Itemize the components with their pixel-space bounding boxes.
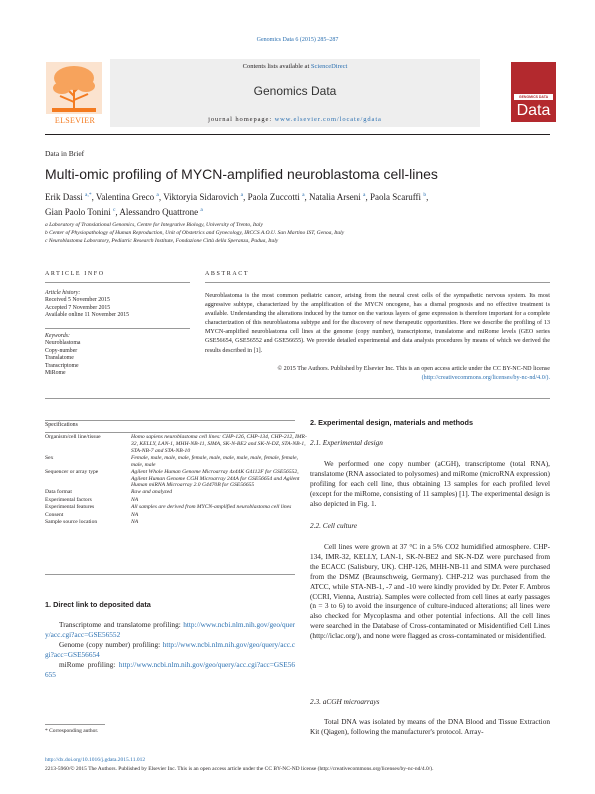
subsection-2-2-heading: 2.2. Cell culture [310,521,358,530]
journal-name: Genomics Data [253,84,337,98]
spec-head-rule [45,432,295,433]
deposit-transcriptome [45,620,295,640]
spec-row [45,511,313,518]
cover-label: GENOMICS DATA [518,95,549,99]
section-2-heading: 2. Experimental design, materials and methods [310,418,474,427]
author-name: Valentina Greco $^a$ [95,192,159,202]
subsection-2-3-heading: 2.3. aCGH microarrays [310,697,380,706]
spec-row [45,455,313,469]
footer-license: 2213-5960/© 2015 The Authors. Published by Elsevier Inc. This is an open access article under the CC BY-NC-ND license (http://creativecommons.org/licenses/by-nc-nd/4.0/). [45,766,434,772]
subsection-2-2-text: Cell lines were grown at 37 °C in a 5% CO2 humidified atmosphere. CHP-134, IMR-32, KELLY, LAN-1, SK-N-BE2 and SK-N-DZ were purchased from the ECACC (Salisbury, UK). CHP-126, MHH-NB-11 and SIMA were purchased from the DSMZ (Braunschweig, Germany). CHP-212 was purchased from the ATCC, while STA-NB-1, -7 and -10 were kindly provided by Dr. Peter F. Ambros (CCRI, Vienna, Austria). Samples were collected from cell lines at early passages (n = 3 to 6) to avoid the insurgence of culture-induced alterations; all lines were also checked for Mycoplasma and other potential infections. All the cell lines were searched in the Database of Cross-contaminated or Misidentified Cell Lines (http://iclac.org/), and none were flagged as cross-contaminated or misidentified. [310,542,550,641]
deposit-mirome [45,660,295,680]
spec-row [45,469,313,490]
spec-top-rule [45,420,295,421]
spec-row [45,489,313,496]
contents-line [110,63,480,70]
spec-key: Sequencer or array type [45,468,99,475]
author-name: Paola Scaruffi $^b$ [369,192,427,202]
homepage-prefix: journal homepage: [208,116,275,123]
author-line-2: Gian Paolo Tonini $^c$, Alessandro Quattrone $^a$ [45,207,203,217]
spec-value: Homo sapiens neuroblastoma cell lines: CHP-126, CHP-134, CHP-212, IMR-32, KELLY, LAN-1, MHH-NB-11, SIMA, SK-N-BE2 and SK-N-DZ, STA-NB-1, STA-NB-7 and STA-NB-10 [131,434,307,454]
spec-key: Organism/cell line/tissue [45,434,101,441]
spec-key: Experimental factors [45,496,92,503]
spec-value: All samples are derived from MYCN-amplified neuroblastoma cell lines [131,504,292,511]
homepage-link[interactable]: www.elsevier.com/locate/gdata [274,116,382,123]
license-text: © 2015 The Authors. Published by Elsevier Inc. This is an open access article under the CC BY-NC-ND license [277,366,550,372]
journal-homepage [110,116,480,123]
history-accepted: Accepted 7 November 2015 [45,304,111,311]
spec-key: Consent [45,511,64,518]
deposit-label: miRome profiling: [59,659,119,669]
abstract-rule [205,282,550,283]
spec-key: Sex [45,454,54,461]
footnote-rule [45,724,105,725]
header-rule [45,134,550,135]
abstract-license [205,365,550,383]
deposited-links [45,620,295,679]
author-list [45,189,550,219]
spec-row [45,519,313,526]
author-name: Alessandro Quattrone $^a$ [119,207,203,217]
author-affiliation-mark[interactable]: a,* [85,192,92,198]
deposit-label: Genome (copy number) profiling: [59,639,163,649]
license-link[interactable]: (http://creativecommons.org/licenses/by-nc-nd/4.0/). [421,375,550,382]
spec-row [45,496,313,503]
author-affiliation-mark[interactable]: b [423,192,427,198]
spec-bottom-rule [45,574,295,575]
deposit-link[interactable]: http://www.ncbi.nlm.nih.gov/geo/query/acc.cgi?acc=GSE56655 [45,659,295,679]
spec-row [45,434,313,455]
author-name: Paola Zuccotti $^a$ [247,192,305,202]
abstract-bottom-rule [45,398,550,399]
article-history [45,290,129,320]
author-name: Erik Dassi $^{a,*}$ [45,192,92,202]
section-1-heading: 1. Direct link to deposited data [45,600,151,609]
history-received: Received 5 November 2015 [45,297,110,304]
affiliation-c: c Neuroblastoma Laboratory, Pediatric Research Institute, Fondazione Città della Speranza, Padua, Italy [45,238,279,244]
author-name: Natalia Arseni $^a$ [309,192,366,202]
article-title: Multi-omic profiling of MYCN-amplified neuroblastoma cell-lines [45,166,438,182]
keywords-rule [45,328,190,329]
keywords-label: Keywords: [45,333,70,339]
author-affiliation-mark[interactable]: a [302,192,305,198]
subsection-2-3-text: Total DNA was isolated by means of the DNA Blood and Tissue Extraction Kit (Qiagen), following the manufacturer's protocol. Array- [310,717,550,736]
abstract-heading: ABSTRACT [205,271,250,277]
spec-key: Experimental features [45,504,95,511]
sciencedirect-link[interactable]: ScienceDirect [310,63,348,70]
keywords [45,333,80,377]
spec-value: Agilent Whole Human Genome Microarray 4x44K G4112F for GSE56552, Agilent Human Genome CGH Microarray 244A for GSE56654 and Agilent Human miRNA Microarray 2.0 G4470B for GSE56655 [131,468,300,489]
keyword: Translatome [45,355,74,362]
contents-prefix: Contents lists available at [242,63,311,70]
spec-row [45,504,313,511]
specifications-table [45,434,313,526]
keyword: Copy-number [45,347,78,354]
article-info-rule [45,282,190,283]
article-type: Data in Brief [45,149,85,158]
abstract-text: Neuroblastoma is the most common pediatric cancer, arising from the neural crest cells of the sympathetic nervous system. Its most aggressive subtype, characterized by the amplification of the MYCN oncogene, has a dismal prognosis and no effective treatment is available. Understanding the alterations induced by the tumor on the various layers of gene expression is therefore important for a complete characterization of this neuroblastoma subtype and for the discovery of new therapeutic opportunities. Here we describe the profiling of 13 MYCN-amplified neuroblastoma cell lines at the genome (copy number), transcriptome, translatome and miRome levels (GEO series GSE56654, GSE56552 and GSE56655). We provide detailed experimental and data analysis procedures by means of which we derived the results described in [1]. [205,293,550,354]
author-affiliation-mark[interactable]: a [240,192,244,198]
subsection-2-1-heading: 2.1. Experimental design [310,438,383,447]
spec-value: NA [131,518,139,525]
spec-heading: Specifications [45,422,78,428]
affiliation-b: b Center of Physiopathology of Human Reproduction, Unit of Obstetrics and Gynecology, IRCCS A.O.U. San Martino IST, Genoa, Italy [45,230,345,236]
spec-table-wrap [45,434,313,526]
spec-key: Data format [45,489,72,496]
corresponding-author-note: * Corresponding author. [45,728,99,734]
journal-citation[interactable]: Genomics Data 6 (2015) 285–287 [256,37,339,43]
publisher-name: ELSEVIER [54,116,96,125]
deposit-label: Transcriptome and translatome profiling: [59,620,184,629]
author-line-1: Erik Dassi $^{a,*}$, Valentina Greco $^a$, Viktoryia Sidarovich $^a$, Paola Zuccotti $^a$, Natalia Arseni $^a$, Paola Scaruffi $^b$, [45,192,429,202]
spec-value: NA [131,496,139,503]
deposit-link[interactable]: http://www.ncbi.nlm.nih.gov/geo/query/acc.cgi?acc=GSE56654 [45,639,295,659]
deposit-genome [45,640,295,660]
spec-value: Female, male, male, male, female, male, male, male, male, female, female, male, male [131,454,298,468]
affiliation-a: a Laboratory of Translational Genomics, Centre for Integrative Biology, University of Trento, Italy [45,222,263,228]
article-info-heading: ARTICLE INFO [45,271,105,277]
author-affiliation-mark[interactable]: c [112,207,116,213]
cover-title: Data [516,102,551,119]
deposit-link[interactable]: http://www.ncbi.nlm.nih.gov/geo/query/acc.cgi?acc=GSE56552 [45,620,295,639]
history-online: Available online 11 November 2015 [45,312,130,319]
spec-key: Sample source location [45,518,98,525]
keyword: MiRome [45,370,66,377]
spec-value: Raw and analyzed [131,489,173,496]
doi-link[interactable]: http://dx.doi.org/10.1016/j.gdata.2015.11.012 [45,757,146,763]
elsevier-tree-logo [46,62,102,122]
author-affiliation-mark[interactable]: a [200,207,203,213]
author-name: Viktoryia Sidarovich $^a$ [163,192,244,202]
author-affiliation-mark[interactable]: a [363,192,366,198]
subsection-2-1-text: We performed one copy number (aCGH), transcriptome (total RNA), translatome (RNA associated to polysomes) and miRome (microRNA expression) profiling for each cell line, thus obtaining 13 samples for each profiled level (except for the miRome, consisting of 11 samples) [1]. The experimental design is also depicted in Fig. 1. [310,459,550,508]
author-name: Gian Paolo Tonini $^c$ [45,207,116,217]
history-label: Article history: [45,290,81,296]
author-affiliation-mark[interactable]: a [156,192,159,198]
keyword: Transcriptome [45,362,79,369]
spec-value: NA [131,511,139,518]
keyword: Neuroblastoma [45,340,81,347]
